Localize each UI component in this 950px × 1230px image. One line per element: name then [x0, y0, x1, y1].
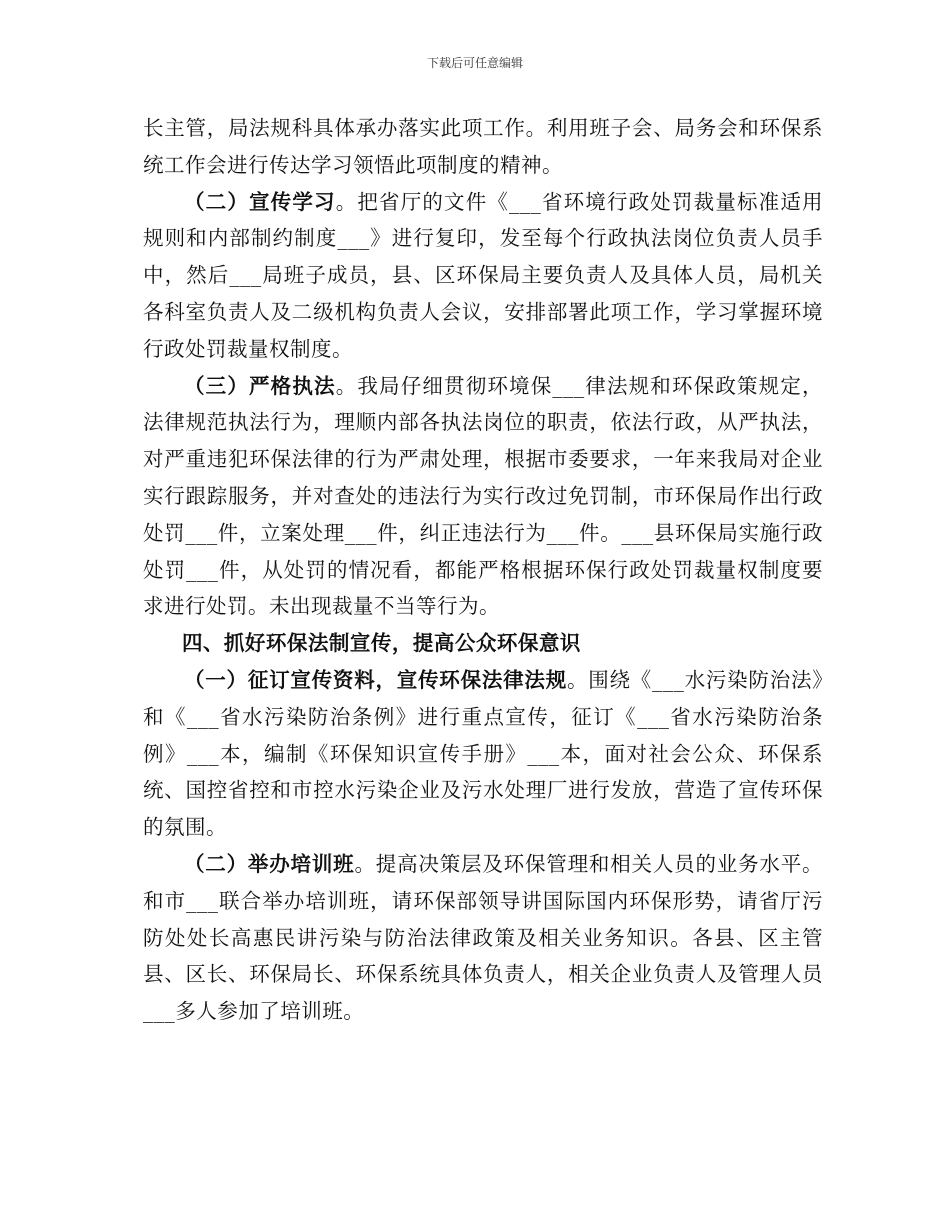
paragraph-lead: （二）举办培训班 — [184, 851, 355, 876]
paragraph-publicity-materials — [143, 662, 823, 846]
paragraph-text: 。把省厅的文件《___省环境行政处罚裁量标准适用规则和内部制约制度___》进行复印，发至每个行政执法岗位负责人员手中，然后___局班子成员，县、区环保局主要负责人及具体人员，局机关各科室负责人及二级机构负责人会议，安排部署此项工作，学习掌握环境行政处罚裁量权制度。 — [143, 189, 823, 361]
paragraph-training — [143, 846, 823, 1030]
paragraph-text: 。提高决策层及环保管理和相关人员的业务水平。和市___联合举办培训班，请环保部领导讲国际国内环保形势，请省厅污防处处长高惠民讲污染与防治法律政策及相关业务知识。各县、区主管县、区长、环保局长、环保系统具体负责人，相关企业负责人及管理人员___多人参加了培训班。 — [143, 851, 824, 1024]
paragraph-text: 。我局仔细贯彻环境保___律法规和环保政策规定，法律规范执法行为，理顺内部各执法岗位的职责，依法行政，从严执法，对严重违犯环保法律的行为严肃处理，根据市委要求，一年来我局对企业实行跟踪服务，并对查处的违法行为实行改过免罚制，市环保局作出行政处罚___件，立案处理___件，纠正违法行为___件。___县环保局实施行政处罚___件，从处罚的情况看，都能严格根据环保行政处罚裁量权制度要求进行处罚。未出现裁量不当等行为。 — [143, 373, 823, 619]
paragraph-text: 长主管，局法规科具体承办落实此项工作。利用班子会、局务会和环保系统工作会进行传达学习领悟此项制度的精神。 — [143, 116, 823, 177]
section-heading: 四、抓好环保法制宣传，提高公众环保意识 — [181, 631, 581, 656]
paragraph-text: 。围绕《___水污染防治法》和《___省水污染防治条例》进行重点宣传，征订《___省水污染防治条例》___本，编制《环保知识宣传手册》___本，面对社会公众、环保系统、国控省控和市控水污染企业及污水处理厂进行发放，营造了宣传环保的氛围。 — [143, 667, 824, 840]
page-header-note: 下载后可任意编辑 — [426, 56, 523, 70]
paragraph-publicity-study — [143, 184, 823, 368]
paragraph-strict-enforcement — [143, 368, 823, 626]
paragraph-lead: （二）宣传学习 — [184, 189, 336, 214]
document-body — [143, 110, 823, 1030]
paragraph-lead: （一）征订宣传资料，宣传环保法律法规 — [184, 667, 567, 692]
paragraph-continuation — [143, 110, 823, 184]
paragraph-lead: （三）严格执法 — [184, 373, 336, 398]
